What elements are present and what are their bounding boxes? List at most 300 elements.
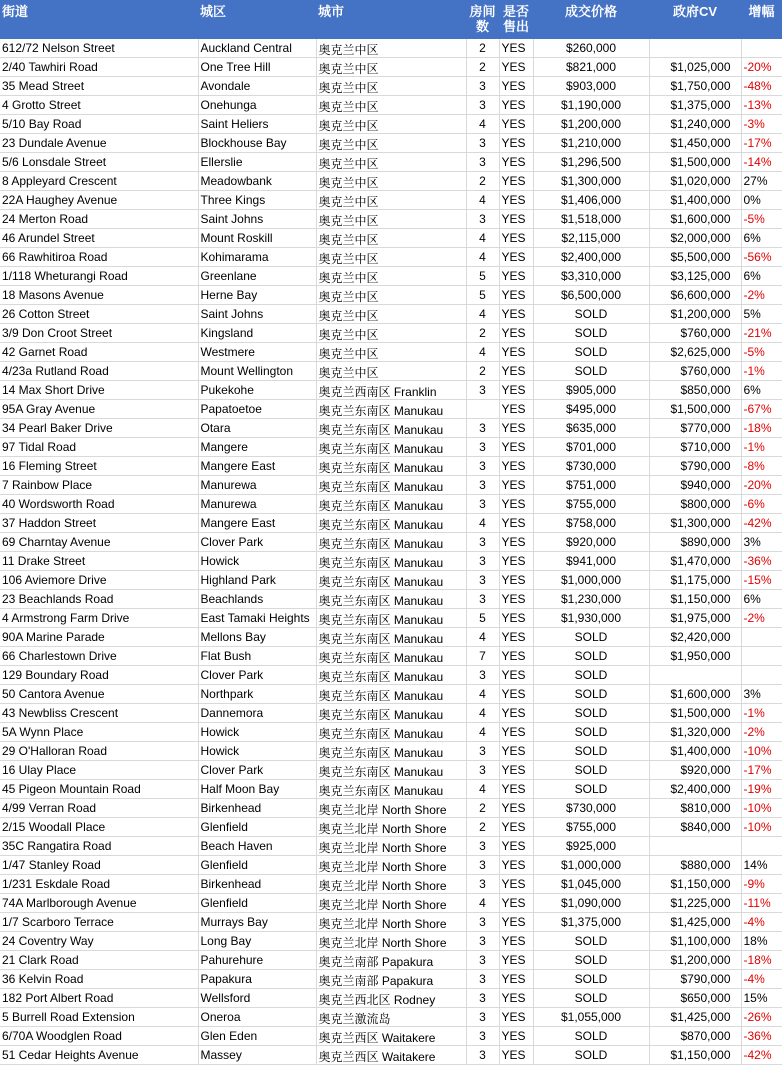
cell-suburb[interactable]: Clover Park <box>198 533 316 552</box>
header-street[interactable]: 街道 <box>0 0 198 39</box>
cell-street[interactable]: 29 O'Halloran Road <box>0 742 198 761</box>
cell-price[interactable]: $1,045,000 <box>533 875 649 894</box>
cell-change[interactable]: -1% <box>741 704 782 723</box>
cell-street[interactable]: 2/15 Woodall Place <box>0 818 198 837</box>
cell-price[interactable]: $730,000 <box>533 799 649 818</box>
cell-cv[interactable]: $2,420,000 <box>649 628 741 647</box>
cell-cv[interactable]: $1,500,000 <box>649 400 741 419</box>
cell-price[interactable]: SOLD <box>533 628 649 647</box>
cell-street[interactable]: 5/6 Lonsdale Street <box>0 153 198 172</box>
cell-street[interactable]: 36 Kelvin Road <box>0 970 198 989</box>
cell-street[interactable]: 4 Grotto Street <box>0 96 198 115</box>
cell-street[interactable]: 24 Coventry Way <box>0 932 198 951</box>
cell-rooms[interactable]: 3 <box>466 533 499 552</box>
cell-price[interactable]: $1,000,000 <box>533 856 649 875</box>
cell-city[interactable]: 奥克兰中区 <box>316 229 466 248</box>
cell-price[interactable]: $6,500,000 <box>533 286 649 305</box>
cell-rooms[interactable]: 4 <box>466 229 499 248</box>
cell-street[interactable]: 95A Gray Avenue <box>0 400 198 419</box>
cell-street[interactable]: 40 Wordsworth Road <box>0 495 198 514</box>
cell-cv[interactable]: $1,425,000 <box>649 913 741 932</box>
cell-change[interactable]: -10% <box>741 799 782 818</box>
cell-change[interactable]: -5% <box>741 343 782 362</box>
cell-cv[interactable]: $760,000 <box>649 362 741 381</box>
cell-suburb[interactable]: Birkenhead <box>198 875 316 894</box>
cell-street[interactable]: 1/231 Eskdale Road <box>0 875 198 894</box>
cell-change[interactable]: -4% <box>741 970 782 989</box>
cell-price[interactable]: $260,000 <box>533 39 649 58</box>
cell-sold[interactable]: YES <box>499 476 533 495</box>
cell-city[interactable]: 奥克兰激流岛 <box>316 1008 466 1027</box>
cell-street[interactable]: 8 Appleyard Crescent <box>0 172 198 191</box>
cell-sold[interactable]: YES <box>499 305 533 324</box>
cell-suburb[interactable]: Massey <box>198 1046 316 1065</box>
cell-price[interactable]: SOLD <box>533 970 649 989</box>
cell-suburb[interactable]: Howick <box>198 552 316 571</box>
cell-sold[interactable]: YES <box>499 39 533 58</box>
cell-street[interactable]: 612/72 Nelson Street <box>0 39 198 58</box>
cell-city[interactable]: 奥克兰北岸 North Shore <box>316 837 466 856</box>
cell-cv[interactable]: $1,300,000 <box>649 514 741 533</box>
cell-change[interactable]: -8% <box>741 457 782 476</box>
cell-change[interactable]: -17% <box>741 761 782 780</box>
cell-city[interactable]: 奥克兰东南区 Manukau <box>316 419 466 438</box>
cell-sold[interactable]: YES <box>499 780 533 799</box>
cell-suburb[interactable]: Mount Wellington <box>198 362 316 381</box>
cell-price[interactable]: SOLD <box>533 343 649 362</box>
cell-city[interactable]: 奥克兰东南区 Manukau <box>316 723 466 742</box>
cell-city[interactable]: 奥克兰中区 <box>316 305 466 324</box>
cell-sold[interactable]: YES <box>499 628 533 647</box>
cell-suburb[interactable]: Papatoetoe <box>198 400 316 419</box>
cell-cv[interactable]: $890,000 <box>649 533 741 552</box>
cell-suburb[interactable]: Pahurehure <box>198 951 316 970</box>
cell-change[interactable]: -56% <box>741 248 782 267</box>
cell-rooms[interactable]: 3 <box>466 134 499 153</box>
cell-cv[interactable]: $1,975,000 <box>649 609 741 628</box>
cell-suburb[interactable]: Herne Bay <box>198 286 316 305</box>
cell-cv[interactable]: $850,000 <box>649 381 741 400</box>
cell-sold[interactable]: YES <box>499 571 533 590</box>
cell-cv[interactable] <box>649 39 741 58</box>
cell-city[interactable]: 奥克兰东南区 Manukau <box>316 704 466 723</box>
cell-price[interactable]: SOLD <box>533 780 649 799</box>
cell-price[interactable]: $1,210,000 <box>533 134 649 153</box>
cell-cv[interactable]: $5,500,000 <box>649 248 741 267</box>
cell-price[interactable]: $903,000 <box>533 77 649 96</box>
cell-price[interactable]: $730,000 <box>533 457 649 476</box>
cell-street[interactable]: 66 Charlestown Drive <box>0 647 198 666</box>
cell-cv[interactable]: $760,000 <box>649 324 741 343</box>
cell-change[interactable] <box>741 39 782 58</box>
cell-street[interactable]: 23 Beachlands Road <box>0 590 198 609</box>
cell-rooms[interactable]: 4 <box>466 704 499 723</box>
cell-rooms[interactable]: 7 <box>466 647 499 666</box>
cell-suburb[interactable]: Glenfield <box>198 856 316 875</box>
cell-price[interactable]: $495,000 <box>533 400 649 419</box>
cell-rooms[interactable]: 5 <box>466 609 499 628</box>
cell-change[interactable]: -10% <box>741 742 782 761</box>
cell-change[interactable]: -9% <box>741 875 782 894</box>
cell-city[interactable]: 奥克兰东南区 Manukau <box>316 514 466 533</box>
cell-street[interactable]: 34 Pearl Baker Drive <box>0 419 198 438</box>
cell-suburb[interactable]: Mangere East <box>198 457 316 476</box>
cell-change[interactable]: 15% <box>741 989 782 1008</box>
cell-city[interactable]: 奥克兰中区 <box>316 172 466 191</box>
cell-price[interactable]: $1,300,000 <box>533 172 649 191</box>
cell-sold[interactable]: YES <box>499 419 533 438</box>
cell-price[interactable]: $1,296,500 <box>533 153 649 172</box>
cell-cv[interactable]: $790,000 <box>649 457 741 476</box>
cell-change[interactable]: -11% <box>741 894 782 913</box>
cell-sold[interactable]: YES <box>499 1008 533 1027</box>
cell-rooms[interactable]: 3 <box>466 856 499 875</box>
cell-street[interactable]: 4 Armstrong Farm Drive <box>0 609 198 628</box>
cell-rooms[interactable]: 4 <box>466 723 499 742</box>
cell-change[interactable]: -2% <box>741 723 782 742</box>
cell-rooms[interactable]: 3 <box>466 457 499 476</box>
cell-price[interactable]: $1,190,000 <box>533 96 649 115</box>
cell-rooms[interactable]: 3 <box>466 77 499 96</box>
cell-price[interactable]: $751,000 <box>533 476 649 495</box>
cell-price[interactable]: SOLD <box>533 1046 649 1065</box>
cell-cv[interactable]: $650,000 <box>649 989 741 1008</box>
cell-suburb[interactable]: Clover Park <box>198 761 316 780</box>
cell-suburb[interactable]: Half Moon Bay <box>198 780 316 799</box>
cell-suburb[interactable]: Howick <box>198 723 316 742</box>
cell-rooms[interactable]: 2 <box>466 799 499 818</box>
cell-cv[interactable]: $1,025,000 <box>649 58 741 77</box>
cell-change[interactable] <box>741 837 782 856</box>
cell-street[interactable]: 182 Port Albert Road <box>0 989 198 1008</box>
cell-rooms[interactable]: 2 <box>466 324 499 343</box>
cell-suburb[interactable]: Greenlane <box>198 267 316 286</box>
cell-city[interactable]: 奥克兰中区 <box>316 77 466 96</box>
cell-sold[interactable]: YES <box>499 191 533 210</box>
cell-city[interactable]: 奥克兰西北区 Rodney <box>316 989 466 1008</box>
cell-suburb[interactable]: Highland Park <box>198 571 316 590</box>
cell-street[interactable]: 3/9 Don Croot Street <box>0 324 198 343</box>
cell-sold[interactable]: YES <box>499 875 533 894</box>
cell-rooms[interactable]: 5 <box>466 286 499 305</box>
cell-city[interactable]: 奥克兰南部 Papakura <box>316 970 466 989</box>
cell-street[interactable]: 35C Rangatira Road <box>0 837 198 856</box>
cell-rooms[interactable]: 3 <box>466 951 499 970</box>
cell-sold[interactable]: YES <box>499 666 533 685</box>
cell-change[interactable]: -14% <box>741 153 782 172</box>
cell-street[interactable]: 66 Rawhitiroa Road <box>0 248 198 267</box>
cell-change[interactable] <box>741 628 782 647</box>
cell-street[interactable]: 97 Tidal Road <box>0 438 198 457</box>
cell-rooms[interactable]: 3 <box>466 438 499 457</box>
cell-suburb[interactable]: Dannemora <box>198 704 316 723</box>
cell-change[interactable]: -13% <box>741 96 782 115</box>
cell-sold[interactable]: YES <box>499 400 533 419</box>
cell-price[interactable]: $941,000 <box>533 552 649 571</box>
cell-change[interactable]: -26% <box>741 1008 782 1027</box>
cell-sold[interactable]: YES <box>499 742 533 761</box>
cell-cv[interactable]: $1,375,000 <box>649 96 741 115</box>
cell-rooms[interactable]: 5 <box>466 267 499 286</box>
cell-cv[interactable]: $1,400,000 <box>649 742 741 761</box>
cell-sold[interactable]: YES <box>499 324 533 343</box>
cell-rooms[interactable]: 3 <box>466 571 499 590</box>
cell-city[interactable]: 奥克兰东南区 Manukau <box>316 666 466 685</box>
cell-rooms[interactable]: 3 <box>466 1027 499 1046</box>
cell-price[interactable]: $758,000 <box>533 514 649 533</box>
cell-sold[interactable]: YES <box>499 495 533 514</box>
cell-suburb[interactable]: Glenfield <box>198 818 316 837</box>
cell-price[interactable]: $701,000 <box>533 438 649 457</box>
cell-price[interactable]: $3,310,000 <box>533 267 649 286</box>
cell-sold[interactable]: YES <box>499 248 533 267</box>
cell-cv[interactable]: $1,500,000 <box>649 704 741 723</box>
cell-change[interactable]: -5% <box>741 210 782 229</box>
cell-rooms[interactable]: 3 <box>466 1008 499 1027</box>
cell-change[interactable]: 0% <box>741 191 782 210</box>
cell-sold[interactable]: YES <box>499 590 533 609</box>
cell-cv[interactable]: $1,470,000 <box>649 552 741 571</box>
cell-cv[interactable]: $840,000 <box>649 818 741 837</box>
cell-cv[interactable]: $6,600,000 <box>649 286 741 305</box>
cell-street[interactable]: 5 Burrell Road Extension <box>0 1008 198 1027</box>
cell-suburb[interactable]: Clover Park <box>198 666 316 685</box>
cell-suburb[interactable]: Northpark <box>198 685 316 704</box>
cell-suburb[interactable]: One Tree Hill <box>198 58 316 77</box>
cell-rooms[interactable]: 4 <box>466 628 499 647</box>
cell-city[interactable]: 奥克兰东南区 Manukau <box>316 628 466 647</box>
cell-cv[interactable]: $870,000 <box>649 1027 741 1046</box>
cell-price[interactable]: SOLD <box>533 666 649 685</box>
cell-suburb[interactable]: Pukekohe <box>198 381 316 400</box>
cell-street[interactable]: 74A Marlborough Avenue <box>0 894 198 913</box>
cell-city[interactable]: 奥克兰中区 <box>316 96 466 115</box>
cell-cv[interactable]: $1,100,000 <box>649 932 741 951</box>
cell-city[interactable]: 奥克兰中区 <box>316 39 466 58</box>
cell-sold[interactable]: YES <box>499 837 533 856</box>
cell-cv[interactable]: $940,000 <box>649 476 741 495</box>
cell-sold[interactable]: YES <box>499 438 533 457</box>
cell-cv[interactable]: $2,000,000 <box>649 229 741 248</box>
cell-sold[interactable]: YES <box>499 932 533 951</box>
cell-rooms[interactable]: 4 <box>466 305 499 324</box>
cell-city[interactable]: 奥克兰东南区 Manukau <box>316 533 466 552</box>
cell-city[interactable]: 奥克兰东南区 Manukau <box>316 438 466 457</box>
cell-rooms[interactable]: 3 <box>466 666 499 685</box>
cell-city[interactable]: 奥克兰西区 Waitakere <box>316 1027 466 1046</box>
cell-suburb[interactable]: Kingsland <box>198 324 316 343</box>
cell-rooms[interactable]: 3 <box>466 210 499 229</box>
cell-sold[interactable]: YES <box>499 818 533 837</box>
cell-cv[interactable]: $1,200,000 <box>649 305 741 324</box>
cell-cv[interactable]: $880,000 <box>649 856 741 875</box>
cell-city[interactable]: 奥克兰东南区 Manukau <box>316 685 466 704</box>
cell-suburb[interactable]: Oneroa <box>198 1008 316 1027</box>
cell-street[interactable]: 5A Wynn Place <box>0 723 198 742</box>
cell-rooms[interactable]: 3 <box>466 590 499 609</box>
cell-cv[interactable]: $1,150,000 <box>649 590 741 609</box>
cell-rooms[interactable]: 4 <box>466 115 499 134</box>
cell-price[interactable]: SOLD <box>533 1027 649 1046</box>
cell-sold[interactable]: YES <box>499 381 533 400</box>
cell-suburb[interactable]: East Tamaki Heights <box>198 609 316 628</box>
cell-change[interactable]: 6% <box>741 267 782 286</box>
cell-price[interactable]: SOLD <box>533 685 649 704</box>
cell-suburb[interactable]: Birkenhead <box>198 799 316 818</box>
cell-street[interactable]: 1/7 Scarboro Terrace <box>0 913 198 932</box>
cell-change[interactable]: -10% <box>741 818 782 837</box>
cell-sold[interactable]: YES <box>499 552 533 571</box>
cell-street[interactable]: 23 Dundale Avenue <box>0 134 198 153</box>
cell-price[interactable]: $1,090,000 <box>533 894 649 913</box>
cell-suburb[interactable]: Mangere <box>198 438 316 457</box>
cell-street[interactable]: 18 Masons Avenue <box>0 286 198 305</box>
cell-city[interactable]: 奥克兰北岸 North Shore <box>316 913 466 932</box>
cell-change[interactable]: -42% <box>741 1046 782 1065</box>
cell-street[interactable]: 16 Fleming Street <box>0 457 198 476</box>
cell-cv[interactable]: $1,600,000 <box>649 685 741 704</box>
cell-change[interactable]: -36% <box>741 1027 782 1046</box>
cell-sold[interactable]: YES <box>499 343 533 362</box>
cell-rooms[interactable]: 2 <box>466 818 499 837</box>
header-rooms[interactable]: 房间数 <box>466 0 499 39</box>
cell-street[interactable]: 106 Aviemore Drive <box>0 571 198 590</box>
cell-city[interactable]: 奥克兰东南区 Manukau <box>316 590 466 609</box>
cell-city[interactable]: 奥克兰中区 <box>316 324 466 343</box>
cell-suburb[interactable]: Auckland Central <box>198 39 316 58</box>
cell-city[interactable]: 奥克兰南部 Papakura <box>316 951 466 970</box>
cell-rooms[interactable]: 3 <box>466 837 499 856</box>
cell-city[interactable]: 奥克兰西南区 Franklin <box>316 381 466 400</box>
cell-suburb[interactable]: Papakura <box>198 970 316 989</box>
cell-cv[interactable]: $770,000 <box>649 419 741 438</box>
cell-cv[interactable]: $1,150,000 <box>649 1046 741 1065</box>
cell-rooms[interactable]: 3 <box>466 476 499 495</box>
cell-suburb[interactable]: Long Bay <box>198 932 316 951</box>
cell-price[interactable]: SOLD <box>533 324 649 343</box>
cell-city[interactable]: 奥克兰东南区 Manukau <box>316 780 466 799</box>
cell-suburb[interactable]: Mount Roskill <box>198 229 316 248</box>
cell-change[interactable]: -21% <box>741 324 782 343</box>
cell-cv[interactable]: $800,000 <box>649 495 741 514</box>
cell-city[interactable]: 奥克兰东南区 Manukau <box>316 552 466 571</box>
cell-street[interactable]: 21 Clark Road <box>0 951 198 970</box>
cell-sold[interactable]: YES <box>499 856 533 875</box>
cell-rooms[interactable]: 2 <box>466 362 499 381</box>
cell-city[interactable]: 奥克兰北岸 North Shore <box>316 799 466 818</box>
cell-change[interactable]: -2% <box>741 286 782 305</box>
cell-cv[interactable]: $1,200,000 <box>649 951 741 970</box>
cell-change[interactable] <box>741 666 782 685</box>
cell-suburb[interactable]: Westmere <box>198 343 316 362</box>
cell-suburb[interactable]: Manurewa <box>198 495 316 514</box>
cell-rooms[interactable]: 3 <box>466 761 499 780</box>
cell-sold[interactable]: YES <box>499 1027 533 1046</box>
cell-sold[interactable]: YES <box>499 58 533 77</box>
cell-price[interactable]: SOLD <box>533 951 649 970</box>
cell-suburb[interactable]: Beachlands <box>198 590 316 609</box>
cell-rooms[interactable]: 2 <box>466 39 499 58</box>
cell-price[interactable]: $1,375,000 <box>533 913 649 932</box>
cell-sold[interactable]: YES <box>499 1046 533 1065</box>
cell-price[interactable]: SOLD <box>533 362 649 381</box>
cell-change[interactable]: -48% <box>741 77 782 96</box>
cell-street[interactable]: 46 Arundel Street <box>0 229 198 248</box>
cell-rooms[interactable]: 3 <box>466 153 499 172</box>
cell-price[interactable]: $755,000 <box>533 495 649 514</box>
cell-suburb[interactable]: Saint Heliers <box>198 115 316 134</box>
cell-cv[interactable]: $1,425,000 <box>649 1008 741 1027</box>
cell-city[interactable]: 奥克兰东南区 Manukau <box>316 476 466 495</box>
cell-price[interactable]: $2,400,000 <box>533 248 649 267</box>
cell-rooms[interactable]: 2 <box>466 172 499 191</box>
cell-sold[interactable]: YES <box>499 989 533 1008</box>
cell-rooms[interactable]: 3 <box>466 96 499 115</box>
cell-cv[interactable]: $2,625,000 <box>649 343 741 362</box>
cell-price[interactable]: $821,000 <box>533 58 649 77</box>
cell-city[interactable]: 奥克兰东南区 Manukau <box>316 495 466 514</box>
cell-sold[interactable]: YES <box>499 704 533 723</box>
cell-rooms[interactable]: 2 <box>466 58 499 77</box>
cell-rooms[interactable]: 3 <box>466 419 499 438</box>
cell-rooms[interactable] <box>466 400 499 419</box>
cell-price[interactable]: SOLD <box>533 704 649 723</box>
cell-rooms[interactable]: 3 <box>466 742 499 761</box>
cell-cv[interactable]: $1,240,000 <box>649 115 741 134</box>
cell-city[interactable]: 奥克兰中区 <box>316 191 466 210</box>
cell-street[interactable]: 43 Newbliss Crescent <box>0 704 198 723</box>
cell-street[interactable]: 14 Max Short Drive <box>0 381 198 400</box>
cell-sold[interactable]: YES <box>499 210 533 229</box>
cell-cv[interactable]: $1,500,000 <box>649 153 741 172</box>
cell-sold[interactable]: YES <box>499 913 533 932</box>
cell-price[interactable]: $1,930,000 <box>533 609 649 628</box>
cell-price[interactable]: $1,200,000 <box>533 115 649 134</box>
cell-sold[interactable]: YES <box>499 609 533 628</box>
cell-sold[interactable]: YES <box>499 362 533 381</box>
cell-change[interactable]: -19% <box>741 780 782 799</box>
cell-sold[interactable]: YES <box>499 96 533 115</box>
cell-suburb[interactable]: Beach Haven <box>198 837 316 856</box>
cell-city[interactable]: 奥克兰中区 <box>316 134 466 153</box>
cell-street[interactable]: 90A Marine Parade <box>0 628 198 647</box>
cell-suburb[interactable]: Three Kings <box>198 191 316 210</box>
cell-city[interactable]: 奥克兰西区 Waitakere <box>316 1046 466 1065</box>
cell-cv[interactable]: $1,950,000 <box>649 647 741 666</box>
cell-cv[interactable]: $920,000 <box>649 761 741 780</box>
cell-price[interactable]: SOLD <box>533 742 649 761</box>
cell-sold[interactable]: YES <box>499 970 533 989</box>
cell-suburb[interactable]: Otara <box>198 419 316 438</box>
cell-sold[interactable]: YES <box>499 685 533 704</box>
cell-change[interactable]: -17% <box>741 134 782 153</box>
cell-cv[interactable]: $1,400,000 <box>649 191 741 210</box>
cell-change[interactable]: -6% <box>741 495 782 514</box>
cell-street[interactable]: 7 Rainbow Place <box>0 476 198 495</box>
cell-change[interactable]: -20% <box>741 58 782 77</box>
cell-city[interactable]: 奥克兰东南区 Manukau <box>316 609 466 628</box>
cell-street[interactable]: 5/10 Bay Road <box>0 115 198 134</box>
cell-rooms[interactable]: 3 <box>466 1046 499 1065</box>
cell-street[interactable]: 26 Cotton Street <box>0 305 198 324</box>
cell-street[interactable]: 37 Haddon Street <box>0 514 198 533</box>
cell-sold[interactable]: YES <box>499 647 533 666</box>
cell-street[interactable]: 42 Garnet Road <box>0 343 198 362</box>
cell-cv[interactable]: $710,000 <box>649 438 741 457</box>
cell-change[interactable]: -2% <box>741 609 782 628</box>
cell-street[interactable]: 1/47 Stanley Road <box>0 856 198 875</box>
cell-suburb[interactable]: Avondale <box>198 77 316 96</box>
